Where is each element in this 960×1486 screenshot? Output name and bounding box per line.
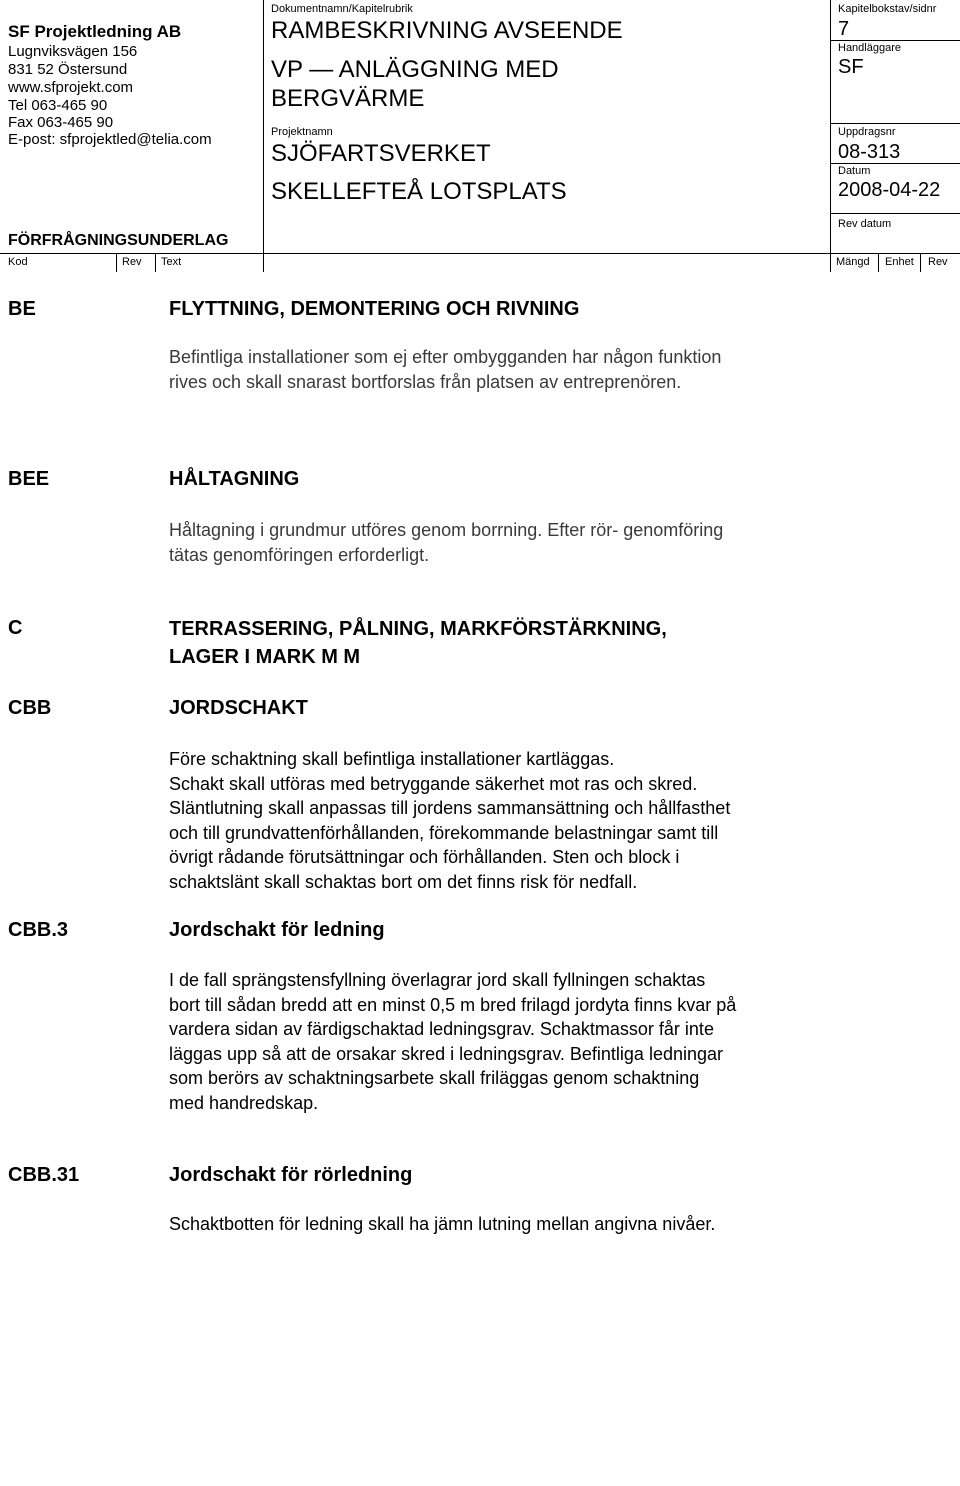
company-address-city: 831 52 Östersund — [8, 61, 128, 78]
project-name-line-1: SJÖFARTSVERKET — [271, 140, 491, 167]
doc-name-label: Dokumentnamn/Kapitelrubrik — [271, 3, 413, 15]
section-text-cbb31 — [169, 1212, 849, 1237]
company-address-street: Lugnviksvägen 156 — [8, 43, 138, 60]
assignment-label: Uppdragsnr — [838, 126, 896, 138]
section-text-cbb3 — [169, 968, 849, 1115]
header-rule — [830, 213, 960, 214]
heading-line: LAGER I MARK M M — [169, 646, 361, 668]
section-heading-c — [169, 615, 667, 671]
handler-label: Handläggare — [838, 42, 901, 54]
text-line: Schakt skall utföras med betryggande säkerhet mot ras och skred. — [169, 773, 698, 794]
assignment-value: 08-313 — [838, 141, 901, 163]
text-line: med handredskap. — [169, 1092, 319, 1113]
section-heading-cbb31: Jordschakt för rörledning — [169, 1164, 413, 1186]
project-name-line-2: SKELLEFTEÅ LOTSPLATS — [271, 178, 567, 205]
section-heading-cbb3: Jordschakt för ledning — [169, 919, 385, 941]
column-rev: Rev — [122, 256, 142, 268]
company-email: E-post: sfprojektled@telia.com — [8, 131, 212, 148]
text-line: Före schaktning skall befintliga installationer kartläggas. — [169, 749, 615, 769]
company-website: www.sfprojekt.com — [8, 79, 134, 96]
header-rule — [830, 163, 960, 164]
section-code-cbb31: CBB.31 — [8, 1164, 80, 1186]
heading-line: TERRASSERING, PÅLNING, MARKFÖRSTÄRKNING, — [169, 618, 667, 640]
text-line: Håltagning i grundmur utföres genom borrning. Efter rör- genomföring — [169, 520, 724, 540]
section-code-bee: BEE — [8, 468, 50, 490]
company-fax: Fax 063-465 90 — [8, 114, 114, 131]
column-divider — [155, 253, 156, 272]
column-divider — [116, 253, 117, 272]
header-divider-left — [263, 0, 264, 272]
header-rule — [830, 123, 960, 124]
doc-title-line-3: BERGVÄRME — [271, 85, 425, 112]
text-line: vardera sidan av färdigschaktad ledningsgrav. Schaktmassor får inte — [169, 1019, 714, 1039]
chapter-label: Kapitelbokstav/sidnr — [838, 3, 937, 15]
company-name: SF Projektledning AB — [8, 22, 182, 41]
section-code-be: BE — [8, 298, 36, 320]
text-line: övrigt rådande förutsättningar och förhållanden. Sten och block i — [169, 847, 680, 867]
text-line: läggas upp så att de orsakar skred i ledningsgrav. Befintliga ledningar — [169, 1043, 724, 1064]
handler-value: SF — [838, 56, 864, 78]
section-code-cbb3: CBB.3 — [8, 919, 69, 941]
column-text: Text — [161, 256, 182, 268]
section-code-c: C — [8, 617, 23, 639]
text-line: rives och skall snarast bortforslas från platsen av entreprenören. — [169, 371, 682, 392]
section-text-cbb — [169, 747, 849, 894]
header-rule — [830, 40, 960, 41]
column-divider — [878, 253, 879, 272]
text-line: och till grundvattenförhållanden, förekommande belastningar samt till — [169, 822, 719, 843]
text-line: bort till sådan bredd att en minst 0,5 m bred frilagd jordyta finns kvar på — [169, 994, 737, 1015]
section-heading-bee: HÅLTAGNING — [169, 468, 300, 490]
section-code-cbb: CBB — [8, 697, 52, 719]
column-enhet: Enhet — [885, 256, 914, 268]
date-label: Datum — [838, 165, 871, 177]
column-mangd: Mängd — [836, 256, 870, 268]
text-line: I de fall sprängstensfyllning överlagrar jord skall fyllningen schaktas — [169, 970, 706, 990]
text-line: Schaktbotten för ledning skall ha jämn lutning mellan angivna nivåer. — [169, 1214, 716, 1234]
text-line: Befintliga installationer som ej efter ombygganden har någon funktion — [169, 347, 722, 367]
date-value: 2008-04-22 — [838, 179, 941, 201]
document-type: FÖRFRÅGNINGSUNDERLAG — [8, 232, 229, 249]
text-line: tätas genomföringen erforderligt. — [169, 544, 430, 565]
section-text-be — [169, 345, 849, 394]
company-phone: Tel 063-465 90 — [8, 97, 108, 114]
project-name-label: Projektnamn — [271, 126, 333, 138]
column-header-rule — [0, 253, 960, 254]
text-line: Släntlutning skall anpassas till jordens sammansättning och hållfasthet — [169, 798, 731, 818]
column-rev-right: Rev — [928, 256, 948, 268]
chapter-value: 7 — [838, 18, 850, 40]
section-heading-be: FLYTTNING, DEMONTERING OCH RIVNING — [169, 298, 580, 320]
column-divider — [920, 253, 921, 272]
text-line: som berörs av schaktningsarbete skall friläggas genom schaktning — [169, 1068, 700, 1088]
column-kod: Kod — [8, 256, 28, 268]
rev-date-label: Rev datum — [838, 218, 892, 230]
doc-title-line-1: RAMBESKRIVNING AVSEENDE — [271, 17, 623, 44]
section-text-bee — [169, 518, 849, 567]
text-line: schaktslänt skall schaktas bort om det finns risk för nedfall. — [169, 871, 638, 892]
doc-title-line-2: VP — ANLÄGGNING MED — [271, 56, 559, 83]
section-heading-cbb: JORDSCHAKT — [169, 697, 308, 719]
